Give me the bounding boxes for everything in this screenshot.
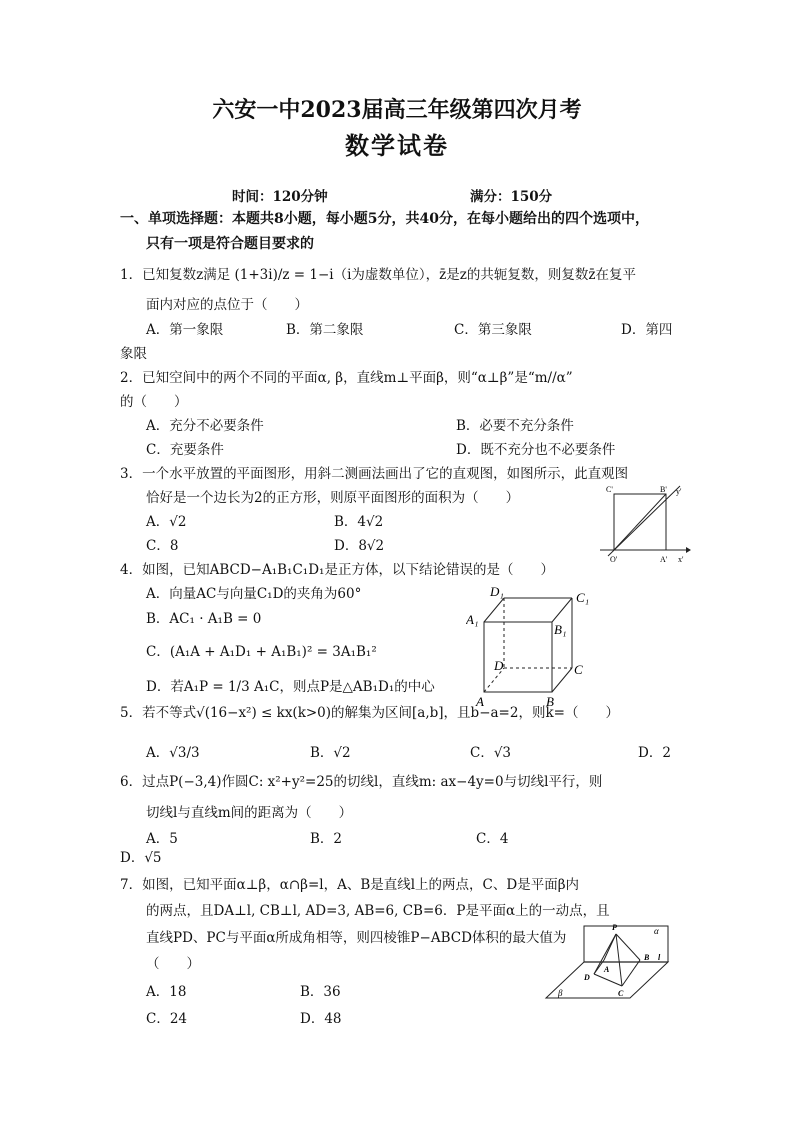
exam-time: 时间：120分钟	[232, 189, 328, 205]
q3-label-o: O'	[610, 555, 618, 564]
q4-label-d1: D₁	[490, 584, 504, 599]
q7-option-c: C．24	[146, 1011, 188, 1027]
q7-edge-pb	[616, 934, 640, 960]
q3-stem-line2: 恰好是一个边长为2的正方形，则原平面图形的面积为（ ）	[146, 490, 520, 506]
q3-diagonal	[614, 494, 666, 550]
q6-option-d: D．√5	[120, 850, 162, 866]
q6-stem-line2: 切线l与直线m间的距离为（ ）	[146, 805, 353, 821]
q7-option-a: A．18	[146, 984, 187, 1000]
q4-label-b1: B₁	[554, 622, 567, 637]
q1-option-d: D．第四	[621, 322, 673, 338]
q7-label-l: l	[658, 953, 661, 962]
q6-stem-line1: 6．过点P(−3,4)作圆C: x²+y²=25的切线l，直线m: ax−4y=0与切线l平行，则	[120, 774, 603, 790]
q7-option-d: D．48	[300, 1011, 342, 1027]
q2-stem-line1: 2．已知空间中的两个不同的平面α, β，直线m⊥平面β，则“α⊥β”是“m//α”	[120, 370, 573, 386]
q7-edge-cb	[622, 960, 640, 986]
q4-label-c: C	[574, 662, 583, 677]
q1-stem-line1: 1．已知复数z满足 (1+3i)/z = 1−i（i为虚数单位），z̄是z的共轭复数，则复数z̄在复平	[120, 267, 637, 283]
q7-stem-line3: 直线PD、PC与平面α所成角相等，则四棱锥P−ABCD体积的最大值为	[146, 930, 567, 946]
q2-option-d: D．既不充分也不必要条件	[456, 442, 616, 458]
q7-stem-line1: 7．如图，已知平面α⊥β，α∩β=l，A、B是直线l上的两点，C、D是平面β内	[120, 877, 580, 893]
q3-label-a: A'	[660, 555, 668, 564]
q4-option-a: A．向量AC与向量C₁D的夹角为60°	[146, 586, 362, 602]
q7-figure	[544, 920, 670, 1002]
q2-stem-line2: 的（ ）	[120, 394, 188, 410]
q4-cube-figure	[466, 582, 596, 708]
q1-option-b: B．第二象限	[286, 322, 364, 338]
q7-label-b: B	[644, 953, 650, 962]
q6-option-c: C．4	[476, 831, 509, 847]
q3-label-y: y'	[676, 487, 682, 496]
q5-stem: 5．若不等式√(16−x²) ≤ kx(k>0)的解集为区间[a,b]，且b−a=2，则k=（ ）	[120, 705, 619, 721]
q7-label-beta: β	[558, 988, 563, 998]
q4-label-b: B	[546, 694, 554, 708]
q7-label-p: P	[612, 923, 617, 932]
q5-option-d: D．2	[638, 745, 671, 761]
q3-label-c: C'	[606, 485, 613, 494]
q1-option-c: C．第三象限	[454, 322, 532, 338]
q3-stem-line1: 3．一个水平放置的平面图形，用斜二测画法画出了它的直观图，如图所示，此直观图	[120, 466, 629, 482]
q5-option-b: B．√2	[310, 745, 351, 761]
q7-edge-pc	[616, 934, 622, 986]
q4-option-c: C．(A₁A + A₁D₁ + A₁B₁)² = 3A₁B₁²	[146, 644, 377, 660]
section-heading-line1: 一、单项选择题：本题共8小题，每小题5分，共40分，在每小题给出的四个选项中，	[120, 211, 649, 227]
q3-option-d: D．8√2	[334, 538, 385, 554]
q6-option-a: A．5	[146, 831, 178, 847]
q1-stem-line2: 面内对应的点位于（ ）	[146, 297, 308, 313]
q3-option-a: A．√2	[146, 514, 187, 530]
q6-option-b: B．2	[310, 831, 343, 847]
q4-option-d: D．若A₁P = 1/3 A₁C，则点P是△AB₁D₁的中心	[146, 679, 435, 695]
q3-option-c: C．8	[146, 538, 179, 554]
q2-option-c: C．充要条件	[146, 442, 224, 458]
q3-option-b: B．4√2	[334, 514, 384, 530]
q7-label-d: D	[584, 973, 590, 982]
q4-label-d: D	[494, 658, 504, 673]
q2-option-b: B．必要不充分条件	[456, 418, 574, 434]
q4-label-a: A	[476, 694, 484, 708]
q7-stem-line2: 的两点，且DA⊥l, CB⊥l, AD=3, AB=6, CB=6．P是平面α上的一动点，且	[146, 903, 610, 919]
q7-edge-dc	[594, 974, 622, 986]
q7-option-b: B．36	[300, 984, 341, 1000]
q1-option-d-wrap: 象限	[120, 346, 147, 362]
exam-subtitle: 数学试卷	[345, 131, 449, 160]
q7-label-alpha: α	[654, 926, 659, 936]
section-heading-line2: 只有一项是符合题目要求的	[146, 236, 314, 252]
q4-edge-bc	[552, 668, 572, 692]
exam-title: 六安一中2023届高三年级第四次月考	[212, 97, 582, 123]
q4-stem: 4．如图，已知ABCD−A₁B₁C₁D₁是正方体，以下结论错误的是（ ）	[120, 562, 554, 578]
q4-edge-b1c1	[552, 598, 572, 622]
q3-figure	[596, 480, 692, 566]
exam-score: 满分：150分	[470, 189, 553, 205]
q3-label-b: B'	[660, 485, 667, 494]
q1-option-a: A．第一象限	[146, 322, 224, 338]
q3-x-arrow	[686, 547, 691, 553]
q7-stem-line4: （ ）	[146, 956, 200, 972]
q5-option-a: A．√3/3	[146, 745, 200, 761]
q2-option-a: A．充分不必要条件	[146, 418, 264, 434]
q3-label-x: x'	[678, 555, 684, 564]
q5-option-c: C．√3	[470, 745, 512, 761]
q7-label-c: C	[618, 989, 624, 998]
q4-edge-a1d1	[484, 598, 504, 622]
q4-front-face	[484, 622, 552, 692]
q4-option-b: B．AC₁ · A₁B = 0	[146, 611, 262, 627]
q4-label-a1: A₁	[466, 612, 479, 627]
q4-label-c1: C₁	[576, 590, 590, 605]
q7-label-a: A	[604, 965, 610, 974]
